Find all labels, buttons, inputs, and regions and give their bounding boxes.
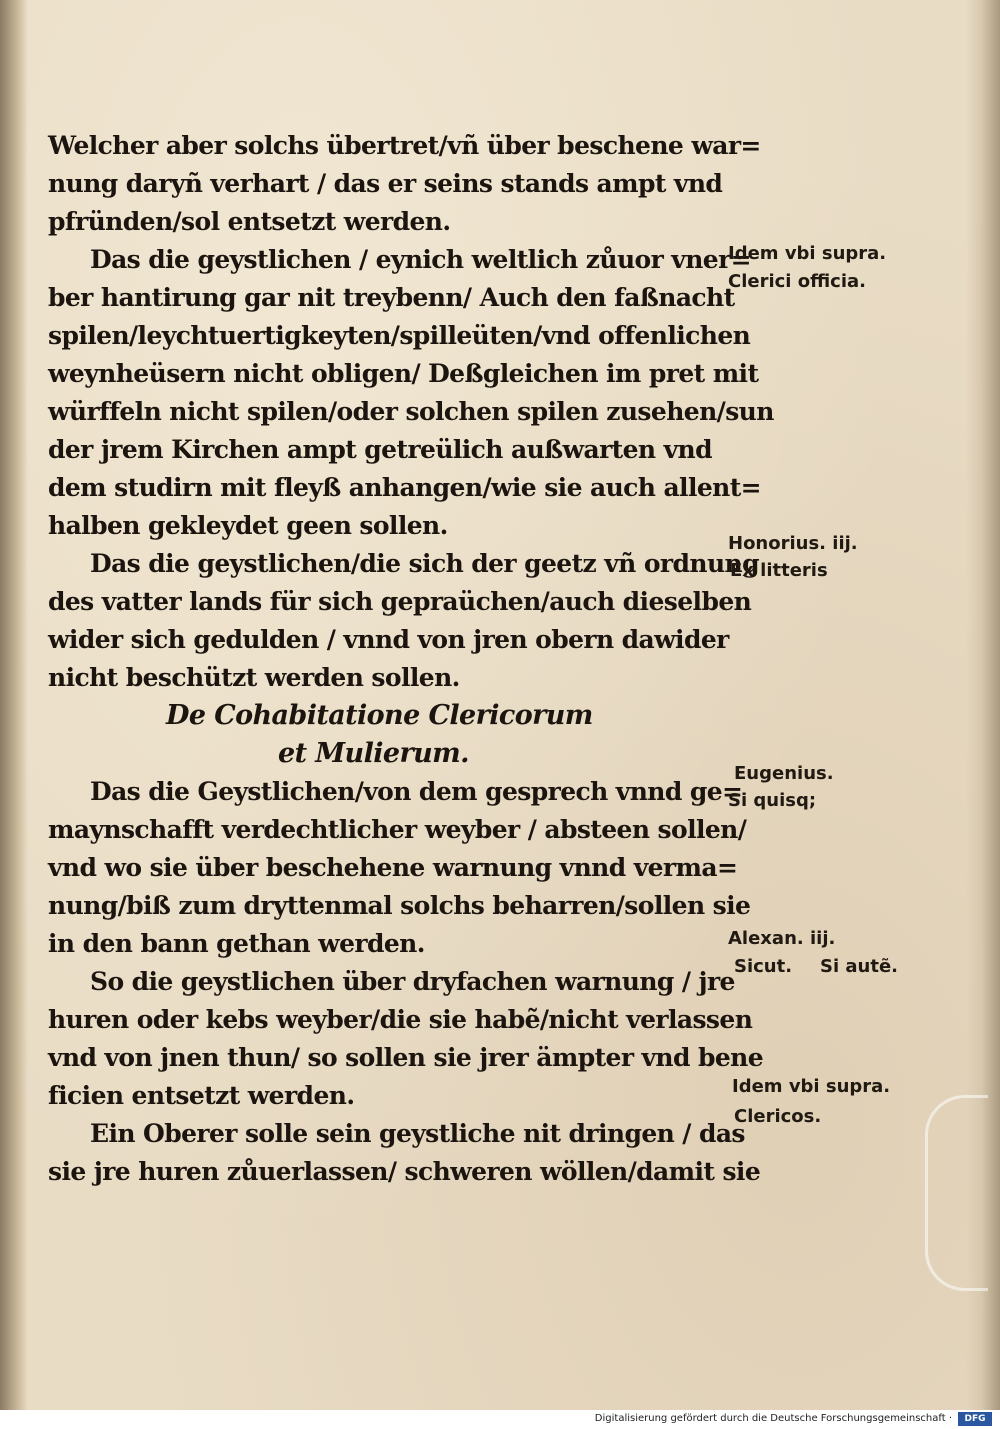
text-line: würffeln nicht spilen/oder solchen spilen zusehen/sun: [48, 397, 774, 426]
footer-credit: Digitalisierung gefördert durch die Deutsche Forschungsgemeinschaft ·: [594, 1413, 952, 1424]
page-gutter-shadow: [0, 0, 28, 1410]
text-line: dem studirn mit fleyß anhangen/wie sie auch allent=: [48, 473, 762, 502]
text-line: ber hantirung gar nit treybenn/ Auch den faßnacht: [48, 283, 735, 312]
text-line: ficien entsetzt werden.: [48, 1081, 355, 1110]
section-heading: De Cohabitatione Clericorum: [166, 700, 593, 731]
margin-note: Idem vbi supra.: [728, 243, 887, 264]
text-line: sie jre huren zůuerlassen/ schweren wöllen/damit sie: [48, 1157, 761, 1186]
margin-note: Sicut.: [734, 956, 793, 977]
text-line: spilen/leychtuertigkeyten/spilleüten/vnd offenlichen: [48, 321, 751, 350]
text-line: maynschafft verdechtlicher weyber / absteen sollen/: [48, 815, 747, 844]
text-line: Das die Geystlichen/von dem gesprech vnnd ge=: [90, 777, 743, 806]
margin-note: Si quisq;: [728, 790, 817, 811]
margin-note: Ex litteris: [730, 560, 828, 581]
clip-outline: [925, 1095, 988, 1291]
margin-note: Idem vbi supra.: [732, 1076, 891, 1097]
footer-bar: [0, 1410, 1000, 1429]
text-line: wider sich gedulden / vnnd von jren obern dawider: [48, 625, 729, 654]
text-line: vnd von jnen thun/ so sollen sie jrer ämpter vnd bene: [48, 1043, 764, 1072]
margin-note: Honorius. iij.: [728, 533, 858, 554]
text-line: huren oder kebs weyber/die sie habẽ/nicht verlassen: [48, 1005, 753, 1034]
text-line: Ein Oberer solle sein geystliche nit dringen / das: [90, 1119, 745, 1148]
margin-note: Alexan. iij.: [728, 928, 836, 949]
text-line: weynheüsern nicht obligen/ Deßgleichen im pret mit: [48, 359, 759, 388]
margin-note: Eugenius.: [734, 763, 834, 784]
text-line: Welcher aber solchs übertret/vñ über beschene war=: [48, 131, 761, 160]
text-line: in den bann gethan werden.: [48, 929, 425, 958]
text-line: nicht beschützt werden sollen.: [48, 663, 460, 692]
margin-note: Si autẽ.: [820, 956, 899, 977]
text-line: nung/biß zum dryttenmal solchs beharren/sollen sie: [48, 891, 751, 920]
text-line: So die geystlichen über dryfachen warnung / jre: [90, 967, 735, 996]
margin-note: Clerici officia.: [728, 271, 867, 292]
text-line: nung daryñ verhart / das er seins stands ampt vnd: [48, 169, 723, 198]
text-line: pfründen/sol entsetzt werden.: [48, 207, 451, 236]
text-line: des vatter lands für sich gepraüchen/auch dieselben: [48, 587, 752, 616]
margin-note: Clericos.: [734, 1106, 822, 1127]
text-line: vnd wo sie über beschehene warnung vnnd verma=: [48, 853, 738, 882]
section-heading: et Mulierum.: [278, 738, 469, 769]
text-line: Das die geystlichen/die sich der geetz vñ ordnung: [90, 549, 759, 578]
text-line: halben gekleydet geen sollen.: [48, 511, 448, 540]
dfg-logo-icon: DFG: [958, 1412, 992, 1426]
text-line: Das die geystlichen / eynich weltlich zůuor vner=: [90, 245, 751, 274]
text-line: der jrem Kirchen ampt getreülich außwarten vnd: [48, 435, 712, 464]
